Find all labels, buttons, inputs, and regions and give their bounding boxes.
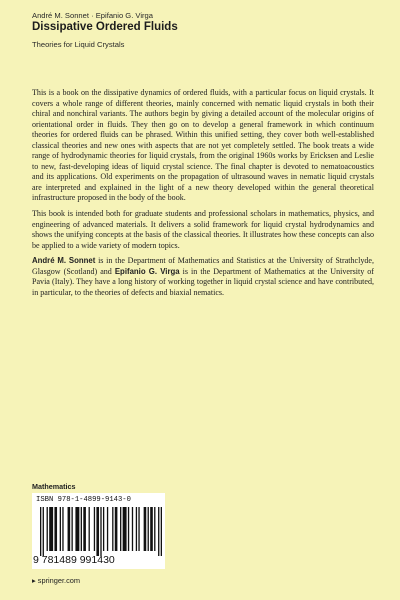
isbn-text: ISBN 978-1-4899-9143-0 xyxy=(36,496,131,504)
barcode-bar xyxy=(62,507,63,551)
barcode-bar xyxy=(128,507,129,551)
barcode-bar xyxy=(161,507,162,556)
barcode-bar xyxy=(40,507,41,556)
barcode-bar xyxy=(144,507,147,551)
barcode-bar xyxy=(115,507,118,551)
barcode-bar xyxy=(158,507,159,556)
barcode-bar xyxy=(54,507,57,551)
barcode-bar xyxy=(100,507,101,556)
barcode-bar xyxy=(89,507,90,551)
barcode-bar xyxy=(75,507,79,551)
description-paragraph: This is a book on the dissipative dynamics of ordered fluids, with a particular focus on liquid crystals. It covers a whole range of different theories, mainly concerned with nematic liquid crystals in both their chiral and nonchiral variants. The authors begin by giving a detailed account of the molecular origins of orientational order in fluids. They then go on to develop a general framework in which continuum theories for ordered fluids can be phrased. Within this unified setting, they cover both well-established classical theories and new ones with aspects that are not yet completely settled. The book treats a wide range of hydrodynamic theories for liquid crystals, from the original 1960s works by Ericksen and Leslie to new, fast-developing ideas of liquid crystal science. The final chapter is devoted to nematoacoustics and its applications. Old experiments on the propagation of ultrasound waves in nematic liquid crystals are interpreted and explained in the light of a new theory developed within the general theoretical infrastructure proposed in the body of the book. xyxy=(32,88,374,203)
barcode-bars xyxy=(40,507,162,556)
subject-category: Mathematics xyxy=(32,482,76,491)
header-band xyxy=(0,0,400,78)
website-text: springer.com xyxy=(37,576,81,585)
barcode-digits: 9 781489 991430 xyxy=(33,554,115,566)
book-subtitle: Theories for Liquid Crystals xyxy=(32,40,125,49)
barcode-bar xyxy=(107,507,108,551)
book-title: Dissipative Ordered Fluids xyxy=(32,21,178,33)
barcode-bar xyxy=(150,507,153,551)
barcode-bar xyxy=(120,507,121,551)
barcode-bar xyxy=(112,507,113,551)
barcode-bar xyxy=(68,507,71,551)
author-bio-paragraph xyxy=(32,256,374,298)
publisher-website xyxy=(32,576,80,585)
barcode-bar xyxy=(138,507,139,551)
author-name: Epifanio G. Virga xyxy=(114,266,180,276)
barcode-bar xyxy=(103,507,104,551)
book-authors: André M. Sonnet · Epifanio G. Virga xyxy=(32,11,154,20)
barcode-bar xyxy=(60,507,61,551)
barcode-bar xyxy=(132,507,133,551)
barcode-bar xyxy=(81,507,82,551)
barcode-bar xyxy=(71,507,72,551)
barcode-bar xyxy=(123,507,127,551)
barcode-bar xyxy=(96,507,99,556)
barcode-bar xyxy=(94,507,95,551)
barcode-bar xyxy=(47,507,48,551)
barcode-bar xyxy=(136,507,137,551)
barcode-bar xyxy=(49,507,53,551)
author-name: André M. Sonnet xyxy=(32,256,96,266)
author-bio-text: is in the Department of Mathematics and Statistics at the University of Strathclyde, Glasgow (Scotland) and xyxy=(32,256,374,276)
arrow-icon: ▸ xyxy=(32,576,38,585)
barcode-bar xyxy=(154,507,155,551)
back-cover-text xyxy=(32,88,374,303)
barcode-bar xyxy=(83,507,86,551)
author-bio-text: is in the Department of Mathematics at the University of Pavia (Italy). They have a long history of working together in liquid crystal science and have contributed, in particular, to the theories of defects and biaxial nematics. xyxy=(32,266,374,297)
audience-paragraph: This book is intended both for graduate students and professional scholars in mathematics, physics, and engineering of advanced materials. It delivers a solid framework for liquid crystal hydrodynamics and shows the unifying concepts at the basis of the classical theories. It illustrates how these concepts can also be applied to a wide variety of modern topics. xyxy=(32,209,374,250)
barcode-bar xyxy=(43,507,44,556)
barcode-box xyxy=(32,493,165,569)
barcode-bar xyxy=(148,507,149,551)
